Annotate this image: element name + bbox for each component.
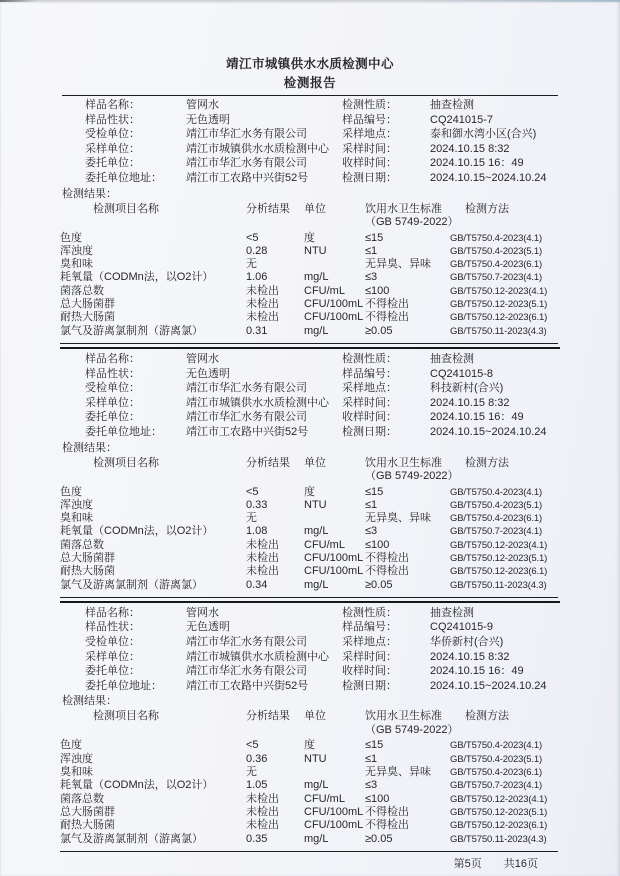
method-value: GB/T5750.12-2023(6.1)	[450, 820, 548, 832]
sample-report-section	[60, 601, 560, 852]
info-value-test-date: 2024.10.15~2024.10.24	[430, 171, 547, 184]
result-value: 1.08	[246, 525, 268, 538]
info-value-sampling-unit: 靖江市城镇供水水质检测中心	[186, 650, 329, 663]
info-value-sampling-unit: 靖江市城镇供水水质检测中心	[186, 142, 329, 155]
sample-info-grid	[60, 98, 560, 186]
item-name: 臭和味	[60, 766, 93, 779]
method-value: GB/T5750.4-2023(6.1)	[450, 767, 543, 779]
item-name: 浑浊度	[60, 498, 93, 511]
unit-value: CFU/100mL	[304, 805, 364, 818]
info-label-client-unit: 委托单位：	[85, 665, 140, 678]
info-label-receipt-time: 收样时间：	[342, 665, 397, 678]
standard-value: ≤15	[365, 739, 384, 752]
page-number: 第5页	[453, 857, 482, 870]
unit-value: mg/L	[304, 525, 329, 538]
standard-value: ≤100	[365, 792, 390, 805]
info-value-test-nature: 抽查检测	[430, 99, 474, 111]
info-value-sample-character: 无色透明	[186, 367, 230, 380]
results-section-label: 检测结果：	[62, 695, 117, 708]
info-label-sample-id: 样品编号：	[342, 621, 397, 634]
info-label-inspected-unit: 受检单位：	[85, 128, 140, 141]
unit-value	[304, 512, 365, 525]
item-name: 菌落总数	[60, 792, 104, 805]
unit-value: CFU/mL	[304, 538, 345, 551]
info-label-sampling-time: 采样时间：	[342, 142, 397, 155]
standard-value: 不得检出	[365, 819, 409, 832]
table-row-total-coliform	[60, 806, 558, 819]
standard-value: 不得检出	[365, 298, 409, 311]
col-header-unit: 单位	[304, 202, 326, 215]
sample-info-grid	[60, 352, 560, 440]
table-row-colony-count	[60, 539, 558, 552]
col-header-item: 检测项目名称	[93, 456, 159, 469]
info-label-sampling-unit: 采样单位：	[85, 650, 140, 663]
method-value: GB/T5750.4-2023(4.1)	[450, 486, 543, 498]
col-header-standard	[365, 456, 459, 484]
info-value-sample-name: 管网水	[186, 99, 219, 111]
result-value: 未检出	[246, 284, 279, 297]
table-row-color	[60, 232, 558, 245]
method-value: GB/T5750.4-2023(4.1)	[450, 740, 543, 752]
page-total: 共16页	[503, 857, 538, 870]
item-name: 氯气及游离氯制剂（游离氯）	[60, 578, 203, 591]
info-label-test-date: 检测日期：	[342, 171, 397, 184]
info-value-sample-name: 管网水	[186, 352, 219, 365]
info-label-sample-character: 样品性状：	[85, 367, 140, 380]
info-label-sampling-time: 采样时间：	[342, 650, 397, 663]
method-value: GB/T5750.12-2023(4.1)	[450, 285, 548, 297]
table-row-heat-resistant-coliform	[60, 819, 558, 832]
unit-value: mg/L	[304, 271, 329, 284]
method-value: GB/T5750.12-2023(6.1)	[450, 566, 548, 578]
table-row-cod	[60, 779, 558, 792]
result-value: 未检出	[246, 805, 279, 818]
method-value: GB/T5750.11-2023(4.3)	[450, 833, 547, 845]
item-name: 耗氧量（CODMn法，以O2计）	[60, 271, 214, 284]
info-value-client-address: 靖江市工农路中兴街52号	[186, 425, 309, 438]
results-table	[60, 710, 558, 851]
table-header-row	[60, 457, 558, 484]
info-value-inspected-unit: 靖江市华汇水务有限公司	[186, 128, 307, 141]
item-name: 耐热大肠菌	[60, 819, 115, 832]
method-value: GB/T5750.4-2023(5.1)	[450, 499, 543, 511]
info-label-test-date: 检测日期：	[342, 425, 397, 438]
table-row-turbidity	[60, 753, 558, 766]
col-header-standard	[365, 202, 459, 230]
method-value: GB/T5750.11-2023(4.3)	[450, 579, 547, 591]
info-label-test-nature: 检测性质：	[342, 352, 397, 365]
info-value-sampling-site: 华侨新村(合兴)	[430, 636, 504, 649]
unit-value: NTU	[304, 498, 327, 511]
info-label-sample-name: 样品名称：	[85, 352, 140, 365]
result-value: 0.36	[246, 752, 268, 765]
unit-value	[304, 258, 365, 271]
result-value: 0.28	[246, 244, 268, 257]
report-header	[60, 54, 560, 92]
info-value-client-unit: 靖江市华汇水务有限公司	[186, 665, 307, 678]
table-row-odor	[60, 258, 558, 271]
info-label-sample-id: 样品编号：	[342, 113, 397, 126]
table-header-row	[60, 203, 558, 230]
result-value: 1.05	[246, 779, 268, 792]
method-value: GB/T5750.4-2023(5.1)	[450, 753, 543, 765]
info-value-sampling-time: 2024.10.15 8:32	[430, 142, 510, 155]
result-value: 无	[246, 258, 257, 271]
col-header-method: 检测方法	[465, 456, 509, 469]
info-label-sample-name: 样品名称：	[85, 99, 140, 111]
item-name: 总大肠菌群	[60, 298, 115, 311]
unit-value: CFU/100mL	[304, 298, 364, 311]
col-header-item: 检测项目名称	[93, 202, 159, 215]
standard-value: ≤1	[365, 498, 378, 511]
result-value: 未检出	[246, 551, 279, 564]
method-value: GB/T5750.4-2023(4.1)	[450, 232, 543, 244]
table-row-color	[60, 739, 558, 752]
table-header-row	[60, 710, 558, 737]
col-header-standard-line2: （GB 5749-2022）	[365, 216, 459, 229]
item-name: 总大肠菌群	[60, 551, 115, 564]
info-label-sampling-site: 采样地点：	[342, 636, 397, 649]
unit-value: CFU/100mL	[304, 819, 364, 832]
method-value: GB/T5750.7-2023(4.1)	[450, 526, 543, 538]
item-name: 臭和味	[60, 258, 93, 271]
info-value-client-unit: 靖江市华汇水务有限公司	[186, 157, 307, 170]
info-value-test-nature: 抽查检测	[430, 352, 474, 365]
standard-value: ≤15	[365, 485, 384, 498]
method-value: GB/T5750.7-2023(4.1)	[450, 272, 543, 284]
table-row-turbidity	[60, 245, 558, 258]
col-header-result: 分析结果	[246, 202, 290, 215]
standard-value: 不得检出	[365, 551, 409, 564]
result-value: 0.33	[246, 498, 268, 511]
unit-value: 度	[304, 739, 315, 752]
info-label-sampling-site: 采样地点：	[342, 128, 397, 141]
col-header-standard-line1: 饮用水卫生标准	[365, 456, 442, 469]
col-header-unit: 单位	[304, 456, 326, 469]
info-value-receipt-time: 2024.10.15 16：49	[430, 665, 524, 678]
method-value: GB/T5750.4-2023(5.1)	[450, 245, 543, 257]
standard-value: ≤3	[365, 525, 378, 538]
results-section-label: 检测结果：	[62, 187, 117, 200]
unit-value: mg/L	[304, 324, 329, 337]
info-label-client-unit: 委托单位：	[85, 411, 140, 424]
result-value: 无	[246, 766, 257, 779]
table-row-free-chlorine	[60, 579, 558, 592]
unit-value: NTU	[304, 244, 327, 257]
info-value-inspected-unit: 靖江市华汇水务有限公司	[186, 636, 307, 649]
col-header-unit: 单位	[304, 710, 326, 723]
info-label-test-date: 检测日期：	[342, 679, 397, 692]
standard-value: ≥0.05	[365, 832, 393, 845]
item-name: 浑浊度	[60, 752, 93, 765]
item-name: 总大肠菌群	[60, 805, 115, 818]
info-value-sampling-time: 2024.10.15 8:32	[430, 650, 510, 663]
method-value: GB/T5750.12-2023(4.1)	[450, 793, 548, 805]
info-value-sample-character: 无色透明	[186, 113, 230, 126]
standard-value: ≤3	[365, 779, 378, 792]
col-header-result: 分析结果	[246, 456, 290, 469]
table-row-turbidity	[60, 499, 558, 512]
col-header-standard-line1: 饮用水卫生标准	[365, 202, 442, 215]
info-label-sample-name: 样品名称：	[85, 606, 140, 619]
item-name: 色度	[60, 485, 82, 498]
unit-value: CFU/100mL	[304, 551, 364, 564]
info-value-sampling-site: 泰和御水湾小区(合兴)	[430, 128, 537, 141]
item-name: 臭和味	[60, 512, 93, 525]
info-label-inspected-unit: 受检单位：	[85, 636, 140, 649]
info-label-test-nature: 检测性质：	[342, 99, 397, 111]
unit-value: CFU/100mL	[304, 565, 364, 578]
standard-value: ≥0.05	[365, 578, 393, 591]
table-row-total-coliform	[60, 552, 558, 565]
info-label-client-unit: 委托单位：	[85, 157, 140, 170]
method-value: GB/T5750.12-2023(5.1)	[450, 552, 548, 564]
info-value-sampling-time: 2024.10.15 8:32	[430, 396, 510, 409]
result-value: 未检出	[246, 565, 279, 578]
info-label-sample-character: 样品性状：	[85, 621, 140, 634]
table-row-colony-count	[60, 793, 558, 806]
method-value: GB/T5750.4-2023(6.1)	[450, 513, 543, 525]
info-label-client-address: 委托单位地址：	[85, 171, 162, 184]
report-sections	[60, 98, 560, 852]
item-name: 耗氧量（CODMn法，以O2计）	[60, 525, 214, 538]
item-name: 浑浊度	[60, 244, 93, 257]
method-value: GB/T5750.12-2023(4.1)	[450, 539, 548, 551]
info-label-client-address: 委托单位地址：	[85, 679, 162, 692]
results-section-label: 检测结果：	[62, 441, 117, 454]
result-value: 未检出	[246, 298, 279, 311]
standard-value: 不得检出	[365, 311, 409, 324]
standard-value: ≤100	[365, 284, 390, 297]
table-row-total-coliform	[60, 298, 558, 311]
table-row-odor	[60, 512, 558, 525]
sample-info-grid	[60, 606, 560, 694]
standard-value: ≤100	[365, 538, 390, 551]
unit-value: 度	[304, 231, 315, 244]
result-value: 0.31	[246, 324, 268, 337]
info-value-sample-id: CQ241015-9	[430, 621, 493, 634]
page-footer	[60, 852, 560, 873]
item-name: 色度	[60, 231, 82, 244]
col-header-result: 分析结果	[246, 710, 290, 723]
unit-value: 度	[304, 485, 315, 498]
col-header-standard-line2: （GB 5749-2022）	[365, 470, 459, 482]
result-value: 1.06	[246, 271, 268, 284]
unit-value: CFU/mL	[304, 284, 345, 297]
table-row-free-chlorine	[60, 325, 558, 338]
info-value-sample-id: CQ241015-8	[430, 367, 493, 380]
col-header-standard-line2: （GB 5749-2022）	[365, 723, 459, 736]
org-title: 靖江市城镇供水水质检测中心	[226, 57, 394, 71]
item-name: 菌落总数	[60, 538, 104, 551]
info-value-client-unit: 靖江市华汇水务有限公司	[186, 411, 307, 424]
col-header-standard	[365, 710, 459, 737]
standard-value: 无异臭、异味	[365, 512, 431, 525]
unit-value: mg/L	[304, 779, 329, 792]
info-label-receipt-time: 收样时间：	[342, 157, 397, 170]
item-name: 耗氧量（CODMn法，以O2计）	[60, 779, 214, 792]
info-label-sampling-unit: 采样单位：	[85, 396, 140, 409]
info-value-sample-id: CQ241015-7	[430, 113, 493, 126]
info-label-sampling-unit: 采样单位：	[85, 142, 140, 155]
sample-report-section	[60, 347, 560, 598]
result-value: 未检出	[246, 819, 279, 832]
unit-value: mg/L	[304, 832, 329, 845]
table-row-cod	[60, 271, 558, 284]
info-value-test-date: 2024.10.15~2024.10.24	[430, 425, 547, 438]
col-header-item: 检测项目名称	[93, 710, 159, 723]
info-value-sample-name: 管网水	[186, 606, 219, 619]
result-value: 0.35	[246, 832, 268, 845]
result-value: <5	[246, 231, 259, 244]
info-value-receipt-time: 2024.10.15 16：49	[430, 157, 524, 170]
info-label-receipt-time: 收样时间：	[342, 411, 397, 424]
unit-value: mg/L	[304, 578, 329, 591]
unit-value	[304, 766, 365, 779]
info-value-client-address: 靖江市工农路中兴街52号	[186, 171, 309, 184]
item-name: 耐热大肠菌	[60, 311, 115, 324]
unit-value: NTU	[304, 752, 327, 765]
scan-edge-artifact	[0, 0, 620, 2]
table-row-free-chlorine	[60, 833, 558, 846]
info-value-sampling-site: 科技新村(合兴)	[430, 382, 504, 395]
standard-value: ≤1	[365, 244, 378, 257]
standard-value: 不得检出	[365, 565, 409, 578]
standard-value: 无异臭、异味	[365, 258, 431, 271]
unit-value: CFU/mL	[304, 792, 345, 805]
info-value-inspected-unit: 靖江市华汇水务有限公司	[186, 382, 307, 395]
table-row-heat-resistant-coliform	[60, 311, 558, 324]
result-value: <5	[246, 485, 259, 498]
info-value-test-date: 2024.10.15~2024.10.24	[430, 679, 547, 692]
method-value: GB/T5750.11-2023(4.3)	[450, 325, 547, 337]
header-rule	[62, 95, 558, 96]
method-value: GB/T5750.4-2023(6.1)	[450, 259, 543, 271]
col-header-method: 检测方法	[465, 710, 509, 723]
col-header-method: 检测方法	[465, 202, 509, 215]
table-row-odor	[60, 766, 558, 779]
results-table	[60, 203, 558, 344]
info-label-sample-character: 样品性状：	[85, 113, 140, 126]
info-value-client-address: 靖江市工农路中兴街52号	[186, 679, 309, 692]
item-name: 色度	[60, 739, 82, 752]
info-value-test-nature: 抽查检测	[430, 606, 474, 619]
result-value: 未检出	[246, 538, 279, 551]
info-label-client-address: 委托单位地址：	[85, 425, 162, 438]
standard-value: ≥0.05	[365, 324, 393, 337]
result-value: 未检出	[246, 311, 279, 324]
info-label-sampling-time: 采样时间：	[342, 396, 397, 409]
item-name: 氯气及游离氯制剂（游离氯）	[60, 324, 203, 337]
info-label-sampling-site: 采样地点：	[342, 382, 397, 395]
standard-value: 无异臭、异味	[365, 766, 431, 779]
unit-value: CFU/100mL	[304, 311, 364, 324]
info-label-inspected-unit: 受检单位：	[85, 382, 140, 395]
method-value: GB/T5750.12-2023(6.1)	[450, 312, 548, 324]
table-row-heat-resistant-coliform	[60, 565, 558, 578]
table-row-cod	[60, 525, 558, 538]
report-title: 检测报告	[283, 76, 337, 90]
standard-value: ≤1	[365, 752, 378, 765]
sample-report-section	[60, 98, 560, 344]
item-name: 氯气及游离氯制剂（游离氯）	[60, 832, 203, 845]
info-value-receipt-time: 2024.10.15 16：49	[430, 411, 524, 424]
info-label-test-nature: 检测性质：	[342, 606, 397, 619]
info-value-sample-character: 无色透明	[186, 621, 230, 634]
result-value: 无	[246, 512, 257, 525]
method-value: GB/T5750.12-2023(5.1)	[450, 299, 548, 311]
result-value: 0.34	[246, 578, 268, 591]
col-header-standard-line1: 饮用水卫生标准	[365, 710, 442, 723]
info-value-sampling-unit: 靖江市城镇供水水质检测中心	[186, 396, 329, 409]
results-table	[60, 457, 558, 598]
info-label-sample-id: 样品编号：	[342, 367, 397, 380]
item-name: 耐热大肠菌	[60, 565, 115, 578]
standard-value: ≤3	[365, 271, 378, 284]
method-value: GB/T5750.7-2023(4.1)	[450, 780, 543, 792]
item-name: 菌落总数	[60, 284, 104, 297]
result-value: 未检出	[246, 792, 279, 805]
table-row-colony-count	[60, 285, 558, 298]
result-value: <5	[246, 739, 259, 752]
method-value: GB/T5750.12-2023(5.1)	[450, 806, 548, 818]
table-row-color	[60, 486, 558, 499]
standard-value: 不得检出	[365, 805, 409, 818]
standard-value: ≤15	[365, 231, 384, 244]
